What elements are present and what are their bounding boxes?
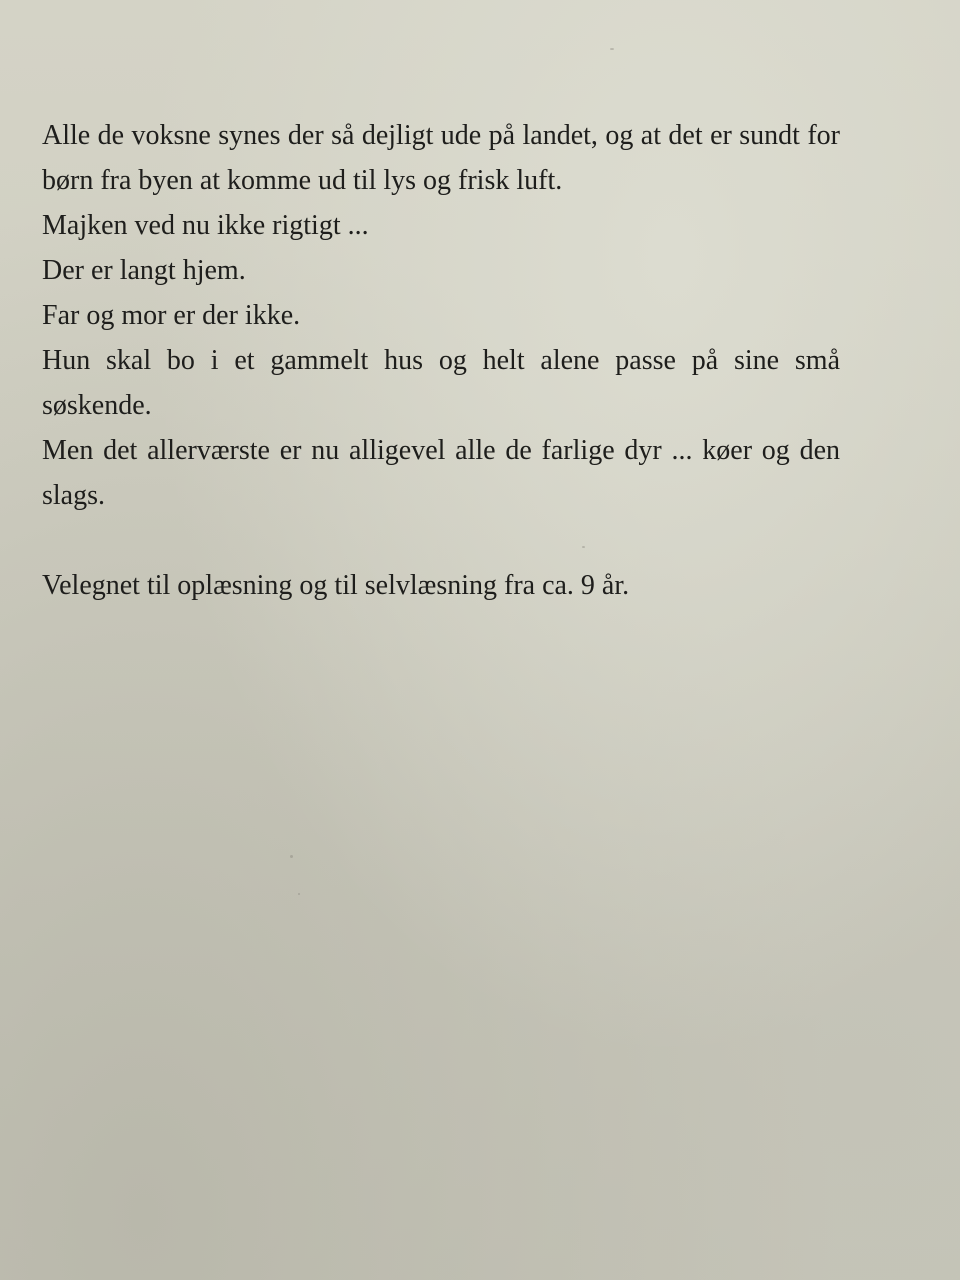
- blurb-paragraph-majken: Majken ved nu ikke rigtigt ...: [42, 210, 369, 241]
- blurb-paragraph-intro: Alle de voksne synes der så dejligt ude på landet, og at det er sundt for børn fra byen at komme ud til lys og frisk luft.: [42, 120, 840, 196]
- paper-speck: [298, 893, 300, 895]
- blurb-paragraph-animals: Men det allerværste er nu alligevel alle de farlige dyr ... køer og den slags.: [42, 435, 840, 511]
- paper-speck: [610, 48, 614, 50]
- blurb-paragraph-home: Der er langt hjem.: [42, 255, 246, 286]
- blurb-paragraph-house: Hun skal bo i et gammelt hus og helt alene passe på sine små søskende.: [42, 345, 840, 421]
- reading-age-note: Velegnet til oplæsning og til selvlæsning fra ca. 9 år.: [42, 570, 630, 601]
- blurb-paragraph-parents: Far og mor er der ikke.: [42, 300, 301, 331]
- paper-speck: [290, 855, 293, 858]
- back-cover-blurb: [42, 113, 840, 608]
